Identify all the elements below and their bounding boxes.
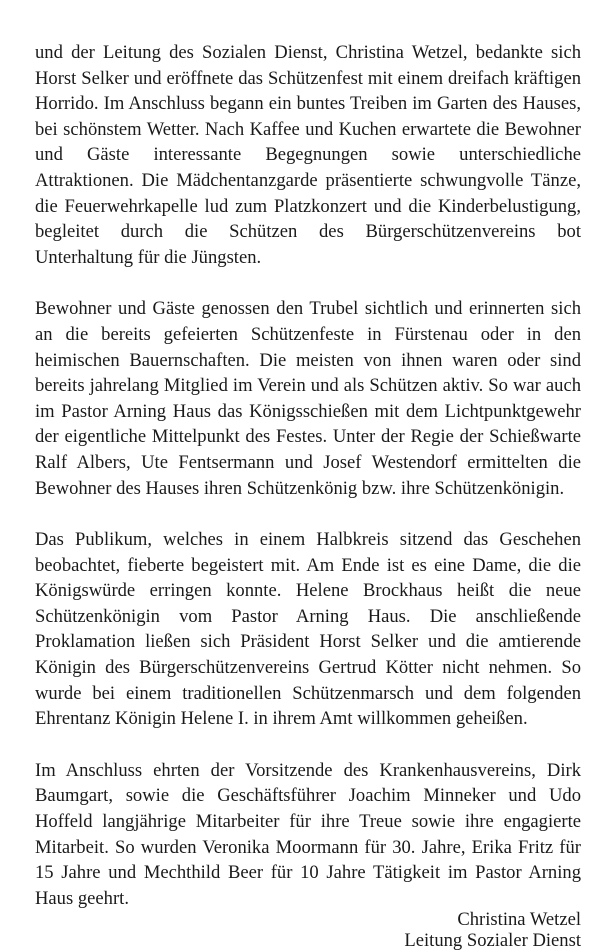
signature-block bbox=[35, 909, 581, 951]
document-page bbox=[35, 40, 581, 951]
signature-role: Leitung Sozialer Dienst bbox=[404, 930, 581, 951]
paragraph-opening: und der Leitung des Sozialen Dienst, Christina Wetzel, bedankte sich Horst Selker und eröffnete das Schützenfest mit einem dreifach kräftigen Horrido. Im Anschluss begann ein buntes Treiben im Garten des Hauses, bei schönstem Wetter. Nach Kaffee und Kuchen erwartete die Bewohner und Gäste interessante Begegnungen sowie unterschiedliche Attraktionen. Die Mädchentanzgarde präsentierte schwungvolle Tänze, die Feuerwehrkapelle lud zum Platzkonzert und die Kinderbelustigung, begleitet durch die Schützen des Bürgerschützenvereins bot Unterhaltung für die Jüngsten. bbox=[35, 42, 581, 268]
signature-name: Christina Wetzel bbox=[457, 909, 581, 931]
paragraph-honors: Im Anschluss ehrten der Vorsitzende des Krankenhausvereins, Dirk Baumgart, sowie die Geschäftsführer Joachim Minneker und Udo Hoffeld langjährige Mitarbeiter für ihre Treue sowie ihre engagierte Mitarbeit. So wurden Veronika Moormann für 30. Jahre, Erika Fritz für 15 Jahre und Mechthild Beer für 10 Jahre Tätigkeit im Pastor Arning Haus geehrt. bbox=[35, 759, 581, 909]
paragraph-queen: Das Publikum, welches in einem Halbkreis sitzend das Geschehen beobachtet, fieberte begeistert mit. Am Ende ist es eine Dame, die die Königswürde erringen konnte. Helene Brockhaus heißt die neue Schützenkönigin vom Pastor Arning Haus. Die anschließende Proklamation ließen sich Präsident Horst Selker und die amtierende Königin des Bürgerschützenvereins Gertrud Kötter nicht nehmen. So wurde bei einem traditionellen Schützenmarsch und dem folgenden Ehrentanz Königin Helene I. in ihrem Amt willkommen geheißen. bbox=[35, 529, 581, 730]
paragraph-guests: Bewohner und Gäste genossen den Trubel sichtlich und erinnerten sich an die bereits gefeierten Schützenfeste in Fürstenau oder in den heimischen Bauernschaften. Die meisten von ihnen waren oder sind bereits jahrelang Mitglied im Verein und als Schützen aktiv. So war auch im Pastor Arning Haus das Königsschießen mit dem Lichtpunktgewehr der eigentliche Mittelpunkt des Festes. Unter der Regie der Schießwarte Ralf Albers, Ute Fentsermann und Josef Westendorf ermittelten die Bewohner des Hauses ihren Schützenkönig bzw. ihre Schützenkönigin. bbox=[35, 298, 581, 499]
